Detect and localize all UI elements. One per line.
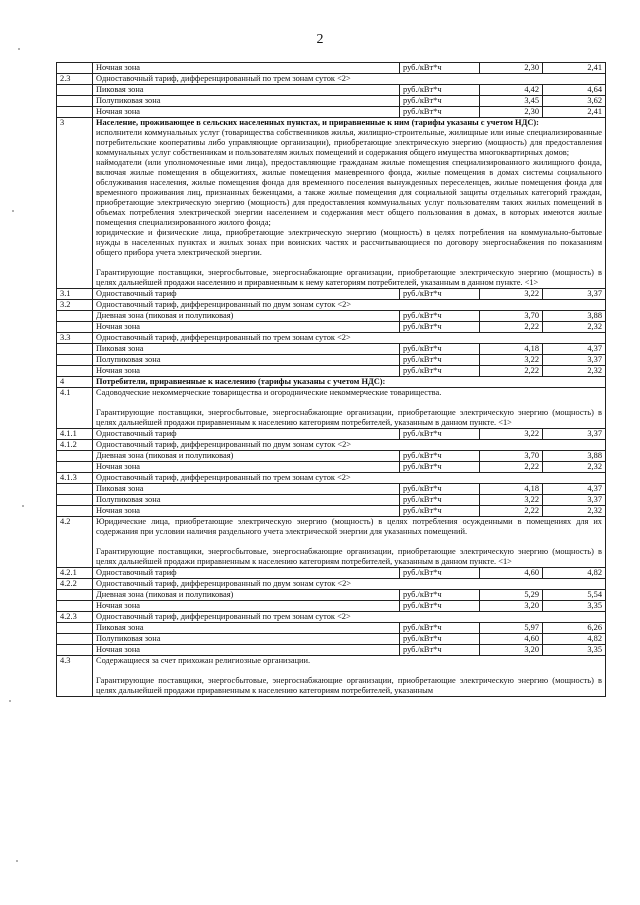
tariff-name: Одноставочный тариф <box>93 289 400 300</box>
zone-name: Полупиковая зона <box>93 495 400 506</box>
unit-cell: руб./кВт*ч <box>400 601 480 612</box>
value-period-2: 4,82 <box>543 568 606 579</box>
tariff-group-name: Одноставочный тариф, дифференцированный по двум зонам суток <2> <box>93 579 606 590</box>
value-period-1: 4,60 <box>480 634 543 645</box>
table-row <box>57 590 606 601</box>
zone-name: Полупиковая зона <box>93 96 400 107</box>
unit-cell: руб./кВт*ч <box>400 634 480 645</box>
tariff-table-body <box>57 63 606 697</box>
value-period-1: 4,18 <box>480 484 543 495</box>
table-row <box>57 579 606 590</box>
row-number <box>57 355 93 366</box>
unit-cell: руб./кВт*ч <box>400 623 480 634</box>
value-period-2: 3,62 <box>543 96 606 107</box>
table-row <box>57 333 606 344</box>
unit-cell: руб./кВт*ч <box>400 366 480 377</box>
table-row <box>57 568 606 579</box>
row-number <box>57 462 93 473</box>
description-cell <box>93 388 606 429</box>
unit-cell: руб./кВт*ч <box>400 85 480 96</box>
value-period-2: 4,82 <box>543 634 606 645</box>
description-cell <box>93 656 606 697</box>
table-row <box>57 377 606 388</box>
unit-cell: руб./кВт*ч <box>400 322 480 333</box>
row-number <box>57 96 93 107</box>
tariff-group-name: Одноставочный тариф, дифференцированный по двум зонам суток <2> <box>93 440 606 451</box>
tariff-group-name: Одноставочный тариф, дифференцированный по трем зонам суток <2> <box>93 74 606 85</box>
description-paragraph: Гарантирующие поставщики, энергосбытовые, энергоснабжающие организации, приобретающие электрическую энергию (мощность) в целях дальнейшей продажи населению и приравненным к нему категориям потребителей, указанным в данном пункте. <1> <box>96 268 602 287</box>
value-period-2: 3,88 <box>543 451 606 462</box>
table-row <box>57 107 606 118</box>
table-row <box>57 344 606 355</box>
zone-name: Пиковая зона <box>93 484 400 495</box>
table-row <box>57 451 606 462</box>
zone-name: Ночная зона <box>93 645 400 656</box>
description-paragraph: Гарантирующие поставщики, энергосбытовые, энергоснабжающие организации, приобретающие электрическую энергию (мощность) в целях дальнейшей продажи приравненным к населению категориям потребителей, указанным в данном пункте. <1> <box>96 408 602 427</box>
value-period-1: 3,22 <box>480 355 543 366</box>
unit-cell: руб./кВт*ч <box>400 568 480 579</box>
value-period-2: 3,37 <box>543 289 606 300</box>
unit-cell: руб./кВт*ч <box>400 107 480 118</box>
value-period-1: 3,20 <box>480 601 543 612</box>
unit-cell: руб./кВт*ч <box>400 645 480 656</box>
table-row <box>57 300 606 311</box>
scan-speck <box>18 48 20 50</box>
table-row <box>57 601 606 612</box>
table-row <box>57 289 606 300</box>
value-period-2: 4,37 <box>543 344 606 355</box>
zone-name: Ночная зона <box>93 63 400 74</box>
row-number: 4.2.3 <box>57 612 93 623</box>
value-period-2: 2,32 <box>543 462 606 473</box>
row-number: 3.3 <box>57 333 93 344</box>
zone-name: Пиковая зона <box>93 85 400 96</box>
row-number <box>57 601 93 612</box>
value-period-1: 2,22 <box>480 366 543 377</box>
value-period-2: 6,26 <box>543 623 606 634</box>
value-period-2: 4,64 <box>543 85 606 96</box>
description-paragraph: Гарантирующие поставщики, энергосбытовые, энергоснабжающие организации, приобретающие электрическую энергию (мощность) в целях дальнейшей продажи приравненным к населению категориям потребителей, указанным в данном пункте. <1> <box>96 547 602 566</box>
zone-name: Ночная зона <box>93 601 400 612</box>
value-period-1: 3,22 <box>480 289 543 300</box>
value-period-1: 2,22 <box>480 462 543 473</box>
row-number: 3.1 <box>57 289 93 300</box>
table-row <box>57 74 606 85</box>
table-row <box>57 506 606 517</box>
table-row <box>57 429 606 440</box>
description-paragraph: Юридические лица, приобретающие электрическую энергию (мощность) в целях потребления осужденными в помещениях для их содержания при условии наличия раздельного учета электрической энергии для указанных помещений. <box>96 517 602 536</box>
value-period-1: 5,97 <box>480 623 543 634</box>
paragraph-gap <box>96 537 602 547</box>
value-period-2: 3,37 <box>543 355 606 366</box>
description-paragraph: Гарантирующие поставщики, энергосбытовые, энергоснабжающие организации, приобретающие электрическую энергию (мощность) в целях дальнейшей продажи приравненным к населению категориям потребителей, указанным <box>96 676 602 695</box>
table-row <box>57 484 606 495</box>
table-row <box>57 63 606 74</box>
row-number <box>57 366 93 377</box>
value-period-2: 3,35 <box>543 645 606 656</box>
tariff-group-name: Одноставочный тариф, дифференцированный по трем зонам суток <2> <box>93 612 606 623</box>
unit-cell: руб./кВт*ч <box>400 355 480 366</box>
scan-speck <box>12 210 14 212</box>
value-period-1: 3,20 <box>480 645 543 656</box>
row-number <box>57 344 93 355</box>
scan-speck <box>9 700 11 702</box>
row-number <box>57 495 93 506</box>
zone-name: Ночная зона <box>93 322 400 333</box>
scan-speck <box>16 860 18 862</box>
value-period-1: 3,70 <box>480 451 543 462</box>
row-number: 3 <box>57 118 93 289</box>
description-paragraph: Содержащиеся за счет прихожан религиозные организации. <box>96 656 311 665</box>
row-number: 4.2.1 <box>57 568 93 579</box>
row-number <box>57 85 93 96</box>
table-row <box>57 645 606 656</box>
row-number: 3.2 <box>57 300 93 311</box>
value-period-1: 4,18 <box>480 344 543 355</box>
table-row <box>57 623 606 634</box>
value-period-1: 2,22 <box>480 506 543 517</box>
row-number: 4.1.1 <box>57 429 93 440</box>
page-number: 2 <box>316 32 324 47</box>
table-row <box>57 462 606 473</box>
description-paragraph: наймодатели (или уполномоченные ими лица), предоставляющие гражданам жилые помещения специализированного жилищного фонда, включая жилые помещения в общежитиях, жилые помещения маневренного фонда, жилые помещения в домах системы социального обслуживания населения, жилые помещения фонда для временного поселения вынужденных переселенцев, жилые помещения фонда для временного проживания лиц, признанных беженцами, а также жилые помещения для социальной защиты отдельных категорий граждан, приобретающие электрическую энергию (мощность) для предоставления коммунальных услуг пользователям таких жилых помещений в объемах потребления электрической энергии населением и содержания мест общего пользования в домах, в которых имеются жилые помещения специализированного жилого фонда; <box>96 158 602 227</box>
row-number: 4.1.2 <box>57 440 93 451</box>
table-row <box>57 85 606 96</box>
paragraph-gap <box>96 666 602 676</box>
row-number: 4 <box>57 377 93 388</box>
tariff-name: Одноставочный тариф <box>93 429 400 440</box>
unit-cell: руб./кВт*ч <box>400 506 480 517</box>
value-period-2: 2,41 <box>543 63 606 74</box>
table-row <box>57 322 606 333</box>
zone-name: Ночная зона <box>93 462 400 473</box>
table-row <box>57 355 606 366</box>
value-period-2: 3,88 <box>543 311 606 322</box>
zone-name: Дневная зона (пиковая и полупиковая) <box>93 311 400 322</box>
value-period-2: 2,32 <box>543 322 606 333</box>
zone-name: Полупиковая зона <box>93 634 400 645</box>
row-number: 2.3 <box>57 74 93 85</box>
row-number <box>57 634 93 645</box>
value-period-1: 2,30 <box>480 63 543 74</box>
row-number <box>57 506 93 517</box>
description-paragraph: исполнители коммунальных услуг (товарищества собственников жилья, жилищно-строительные, жилищные или иные специализированные потребительские кооперативы либо управляющие организации), приобретающие электрическую энергию (мощность) для предоставления коммунальных услуг собственникам и пользователям жилых помещений и содержания общего имущества многоквартирных домов; <box>96 128 602 157</box>
zone-name: Дневная зона (пиковая и полупиковая) <box>93 451 400 462</box>
tariff-group-name: Одноставочный тариф, дифференцированный по двум зонам суток <2> <box>93 300 606 311</box>
zone-name: Полупиковая зона <box>93 355 400 366</box>
zone-name: Дневная зона (пиковая и полупиковая) <box>93 590 400 601</box>
description-cell <box>93 517 606 568</box>
value-period-2: 3,37 <box>543 495 606 506</box>
table-row <box>57 612 606 623</box>
table-row <box>57 440 606 451</box>
description-paragraph: Садоводческие некоммерческие товарищества и огороднические некоммерческие товарищества. <box>96 388 442 397</box>
row-number <box>57 484 93 495</box>
tariff-name: Одноставочный тариф <box>93 568 400 579</box>
unit-cell: руб./кВт*ч <box>400 462 480 473</box>
tariff-group-name: Одноставочный тариф, дифференцированный по трем зонам суток <2> <box>93 333 606 344</box>
unit-cell: руб./кВт*ч <box>400 590 480 601</box>
row-number: 4.1.3 <box>57 473 93 484</box>
value-period-1: 3,22 <box>480 495 543 506</box>
value-period-2: 4,37 <box>543 484 606 495</box>
table-row <box>57 656 606 697</box>
value-period-2: 3,37 <box>543 429 606 440</box>
unit-cell: руб./кВт*ч <box>400 289 480 300</box>
tariff-group-name: Одноставочный тариф, дифференцированный по трем зонам суток <2> <box>93 473 606 484</box>
row-number <box>57 451 93 462</box>
row-number <box>57 590 93 601</box>
unit-cell: руб./кВт*ч <box>400 96 480 107</box>
value-period-1: 4,60 <box>480 568 543 579</box>
unit-cell: руб./кВт*ч <box>400 495 480 506</box>
section-heading: Потребители, приравненные к населению (тарифы указаны с учетом НДС): <box>93 377 606 388</box>
value-period-2: 2,32 <box>543 366 606 377</box>
value-period-1: 2,30 <box>480 107 543 118</box>
table-row <box>57 118 606 289</box>
value-period-1: 4,42 <box>480 85 543 96</box>
paragraph-gap <box>96 398 602 408</box>
table-row <box>57 388 606 429</box>
table-row <box>57 517 606 568</box>
description-cell <box>93 118 606 289</box>
unit-cell: руб./кВт*ч <box>400 344 480 355</box>
table-row <box>57 366 606 377</box>
table-row <box>57 96 606 107</box>
value-period-2: 3,35 <box>543 601 606 612</box>
value-period-1: 3,45 <box>480 96 543 107</box>
table-row <box>57 311 606 322</box>
table-row <box>57 473 606 484</box>
scan-speck <box>22 505 24 507</box>
value-period-1: 3,70 <box>480 311 543 322</box>
row-number <box>57 322 93 333</box>
table-row <box>57 634 606 645</box>
zone-name: Ночная зона <box>93 107 400 118</box>
value-period-1: 2,22 <box>480 322 543 333</box>
zone-name: Ночная зона <box>93 506 400 517</box>
zone-name: Пиковая зона <box>93 344 400 355</box>
unit-cell: руб./кВт*ч <box>400 451 480 462</box>
unit-cell: руб./кВт*ч <box>400 484 480 495</box>
row-number: 4.2 <box>57 517 93 568</box>
value-period-2: 2,41 <box>543 107 606 118</box>
unit-cell: руб./кВт*ч <box>400 63 480 74</box>
row-number <box>57 107 93 118</box>
table-row <box>57 495 606 506</box>
zone-name: Ночная зона <box>93 366 400 377</box>
row-number: 4.2.2 <box>57 579 93 590</box>
unit-cell: руб./кВт*ч <box>400 311 480 322</box>
section-heading: Население, проживающее в сельских населенных пунктах, и приравненные к ним (тарифы указаны с учетом НДС): <box>96 118 539 127</box>
value-period-1: 3,22 <box>480 429 543 440</box>
row-number <box>57 623 93 634</box>
row-number: 4.3 <box>57 656 93 697</box>
value-period-1: 5,29 <box>480 590 543 601</box>
row-number <box>57 311 93 322</box>
description-paragraph: юридические и физические лица, приобретающие электрическую энергию (мощность) в целях потребления на коммунально-бытовые нужды в населенных пунктах и жилых зонах при воинских частях и рассчитывающиеся по договору энергоснабжения по показаниям общего прибора учета электрической энергии. <box>96 228 602 257</box>
row-number <box>57 645 93 656</box>
row-number: 4.1 <box>57 388 93 429</box>
unit-cell: руб./кВт*ч <box>400 429 480 440</box>
value-period-2: 2,32 <box>543 506 606 517</box>
value-period-2: 5,54 <box>543 590 606 601</box>
paragraph-gap <box>96 258 602 268</box>
row-number <box>57 63 93 74</box>
zone-name: Пиковая зона <box>93 623 400 634</box>
tariff-table <box>56 62 606 697</box>
